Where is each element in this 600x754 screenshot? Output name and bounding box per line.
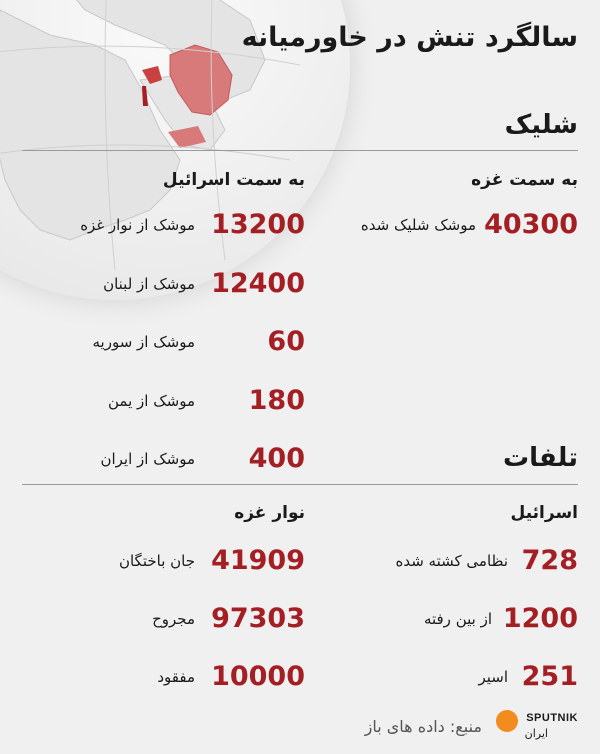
stat-value: 400 <box>248 443 305 474</box>
page-title: سالگرد تنش در خاورمیانه <box>241 22 578 53</box>
stat-value: 10000 <box>211 661 305 692</box>
toward-gaza-header: به سمت غزه <box>471 170 578 190</box>
stat-value: 97303 <box>211 603 305 634</box>
stat-value: 1200 <box>502 603 578 634</box>
stat-label: نظامی کشته شده <box>395 552 508 570</box>
stat-label: موشک از یمن <box>108 392 195 410</box>
stat-value: 13200 <box>211 209 305 240</box>
stat-value: 41909 <box>211 545 305 576</box>
stat-label: موشک از نوار غزه <box>80 216 195 234</box>
logo-bubble-icon <box>496 710 518 732</box>
gaza-row <box>15 599 305 639</box>
stat-label: موشک شلیک شده <box>360 216 476 234</box>
israel-header: اسرائیل <box>510 503 578 523</box>
stat-label: موشک از ایران <box>100 450 195 468</box>
stat-value: 180 <box>248 385 305 416</box>
stat-value: 728 <box>521 545 578 576</box>
gaza-row <box>15 657 305 697</box>
toward-gaza-row <box>308 205 578 245</box>
stat-label: موشک از لبنان <box>103 275 195 293</box>
logo-text: SPUTNIK <box>526 712 578 724</box>
stat-label: موشک از سوریه <box>92 333 195 351</box>
stat-label: از بین رفته <box>423 610 492 628</box>
israel-row <box>308 657 578 697</box>
stat-label: مفقود <box>157 668 195 686</box>
stat-value: 251 <box>521 661 578 692</box>
toward-israel-row <box>15 439 305 479</box>
toward-israel-row <box>15 381 305 421</box>
toward-israel-row <box>15 264 305 304</box>
logo-subtext: ایران <box>524 727 548 740</box>
toward-israel-header: به سمت اسرائیل <box>162 170 305 190</box>
gaza-header: نوار غزه <box>234 503 305 523</box>
gaza-row <box>15 541 305 581</box>
israel-row <box>308 599 578 639</box>
stat-value: 12400 <box>211 268 305 299</box>
sputnik-logo <box>494 708 578 744</box>
stat-value: 60 <box>267 326 305 357</box>
stat-label: مجروح <box>152 610 195 628</box>
israel-row <box>308 541 578 581</box>
source-note: منبع: داده های باز <box>364 717 482 736</box>
stat-label: جان باختگان <box>118 552 195 570</box>
casualties-divider <box>22 484 578 485</box>
shelling-heading: شلیک <box>504 110 578 140</box>
shelling-divider <box>22 150 578 151</box>
casualties-heading: تلفات <box>503 443 578 473</box>
stat-label: اسیر <box>478 668 508 686</box>
toward-israel-row <box>15 205 305 245</box>
toward-israel-row <box>15 322 305 362</box>
stat-value: 40300 <box>484 209 578 240</box>
